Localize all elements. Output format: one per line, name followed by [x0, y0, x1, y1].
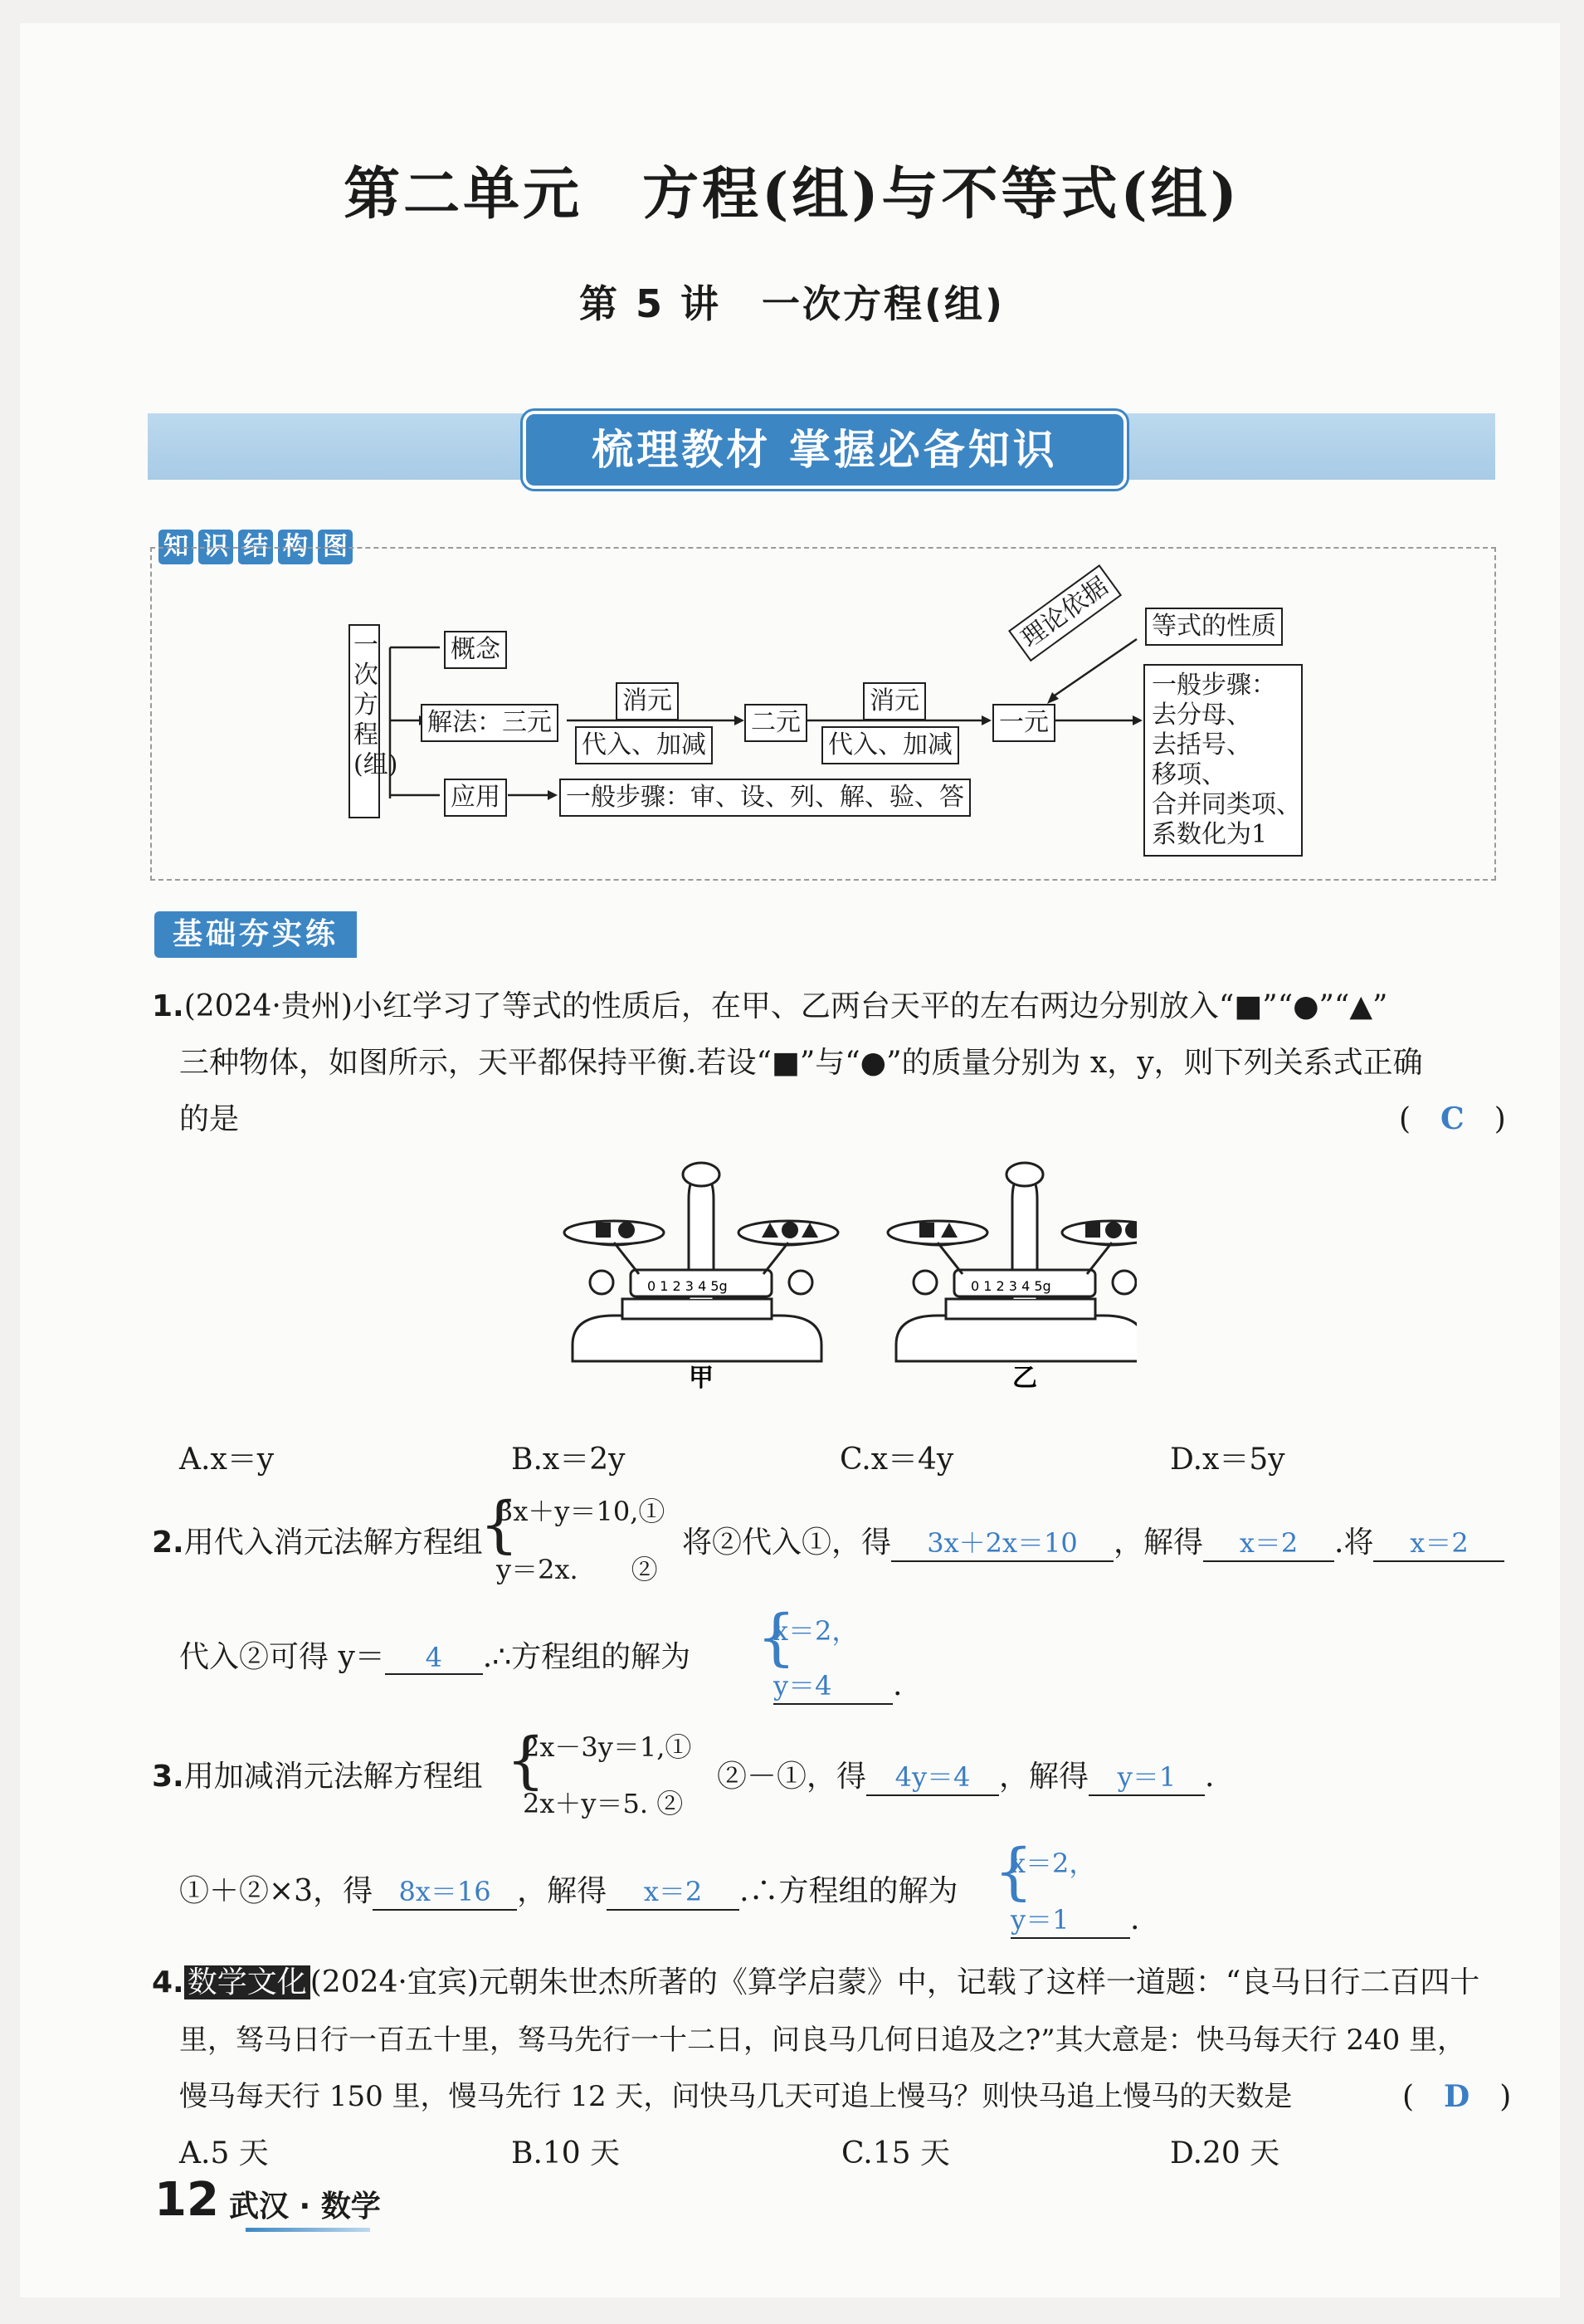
elimination-label-2: 消元 [863, 682, 926, 720]
q1-number: 1. [152, 989, 184, 1023]
q2-blank-1: 3x＋2x＝10 [891, 1522, 1114, 1562]
structure-connectors [0, 0, 1584, 913]
footer-title: 武汉 · 数学 [229, 2190, 381, 2224]
elimination-label-1: 消元 [616, 682, 679, 720]
q1-text-3: 的是 [179, 1102, 240, 1136]
scale-ticks-yi: 0 1 2 3 4 5g [971, 1278, 1051, 1294]
q2-blank-3: x＝2 [1373, 1522, 1504, 1562]
q3-brace: { [506, 1725, 546, 1796]
q1-option-d: D.x＝5y [1170, 1443, 1285, 1477]
root-node: 一次方程(组) [348, 624, 380, 818]
q1-option-c: C.x＝4y [840, 1443, 954, 1477]
q2-number: 2. [152, 1526, 184, 1560]
q4-option-a: A.5 天 [179, 2136, 269, 2170]
q2-mid2: ，解得 [1114, 1526, 1204, 1560]
steps-line: 合并同类项、 [1152, 790, 1301, 819]
solve-node: 解法：三元 [421, 704, 558, 742]
scale-label-jia: 甲 [689, 1364, 714, 1390]
q3-solution-1: x＝2， [1011, 1848, 1096, 1879]
section-banner: 梳理教材 掌握必备知识 [523, 411, 1127, 489]
q3-blank-2: y＝1 [1089, 1756, 1205, 1796]
tag-char: 知 [158, 529, 194, 565]
q3-solution-2: y＝1 [1011, 1899, 1130, 1939]
tag-char: 结 [237, 529, 274, 565]
tag-char: 图 [317, 529, 353, 565]
q2-solution-brace: { [757, 1602, 797, 1673]
q4-option-b: B.10 天 [511, 2136, 621, 2170]
q2-equation-2: y＝2x. ② [496, 1554, 658, 1585]
q2-solution-2: y＝4 [773, 1665, 893, 1705]
lecture-title: 第 5 讲 一次方程(组) [578, 281, 1006, 326]
q3-line2 [179, 1868, 958, 1911]
substitution-label-2: 代入、加减 [821, 726, 959, 764]
steps-line: 一般步骤： [1152, 671, 1276, 700]
q3-solution-brace: { [994, 1836, 1034, 1907]
scale-ticks-jia: 0 1 2 3 4 5g [647, 1278, 728, 1294]
q3-line2-mid: ，解得 [517, 1874, 607, 1908]
one-variable-node: 一元 [992, 704, 1055, 742]
q4-number: 4. [152, 1965, 184, 1999]
q3-blank-3: 8x＝16 [373, 1871, 517, 1911]
q4-culture-tag: 数学文化 [184, 1965, 310, 1999]
q3-number: 3. [152, 1760, 184, 1794]
q2-mid1: 将②代入①，得 [682, 1526, 892, 1560]
theory-basis-node: 理论依据 [1008, 564, 1122, 662]
q2-brace: { [480, 1489, 519, 1560]
application-steps-node: 一般步骤：审、设、列、解、验、答 [559, 779, 971, 817]
q1-text-1: (2024·贵州)小红学习了等式的性质后，在甲、乙两台天平的左右两边分别放入“■”“●”“▲” [183, 989, 1388, 1023]
steps-node [1143, 664, 1303, 857]
concept-node: 概念 [444, 631, 507, 669]
q1-answer-paren: ( C ) [1399, 1101, 1506, 1136]
tag-char: 构 [277, 529, 314, 565]
q2-line1 [152, 1519, 483, 1561]
q1-text-2: 三种物体，如图所示，天平都保持平衡.若设“■”与“●”的质量分别为 x，y，则下列关系式正确 [179, 1046, 1423, 1080]
steps-line: 去括号、 [1152, 730, 1251, 759]
two-variable-node: 二元 [744, 704, 807, 742]
q2-blank-2: x＝2 [1203, 1522, 1334, 1562]
page-number: 12 [154, 2173, 219, 2227]
q2-prefix: 用代入消元法解方程组 [183, 1526, 483, 1560]
q3-line2-prefix: ①＋②×3，得 [179, 1874, 373, 1908]
balance-scales-figure [539, 1150, 1137, 1390]
q2-line2-mid: .∴方程组的解为 [482, 1640, 691, 1674]
q3-end-period: . [1130, 1902, 1140, 1936]
tag-char: 识 [197, 529, 234, 565]
practice-tag: 基础夯实练 [154, 911, 357, 958]
q4-text-2: 里，驽马日行一百五十里，驽马先行一十二日，问良马几何日追及之?”其大意是：快马每天行 240 里， [179, 2024, 1466, 2057]
q2-equation-1: 3x＋y＝10,① [496, 1496, 665, 1527]
q3-mid2: ，解得 [999, 1760, 1089, 1794]
q3-blank-4: x＝2 [607, 1871, 739, 1911]
q2-blank-4: 4 [385, 1642, 483, 1675]
equality-property-node: 等式的性质 [1145, 608, 1283, 646]
steps-line: 系数化为1 [1152, 820, 1268, 849]
q4-option-d: D.20 天 [1170, 2136, 1280, 2170]
q1-option-a: A.x＝y [179, 1443, 275, 1477]
scale-jia [564, 1163, 838, 1361]
footer-underline [246, 2228, 370, 2232]
substitution-label-1: 代入、加减 [575, 726, 713, 764]
unit-title: 第二单元 方程(组)与不等式(组) [344, 161, 1240, 227]
q3-equation-1: 2x－3y＝1,① [523, 1731, 692, 1763]
scale-yi [888, 1163, 1137, 1361]
q1-option-b: B.x＝2y [511, 1443, 626, 1477]
q3-prefix: 用加减消元法解方程组 [183, 1760, 483, 1794]
q4-line1 [152, 1959, 1479, 2001]
q3-blank-1: 4y＝4 [866, 1756, 999, 1796]
q2-line1-rest [682, 1519, 1504, 1562]
q4-answer-paren: ( D ) [1402, 2079, 1512, 2114]
q3-line1-rest: ②－①，得 4y＝4 ，解得 y＝1 . [717, 1753, 1214, 1796]
application-node: 应用 [444, 779, 507, 817]
q4-answer: D [1444, 2079, 1470, 2114]
q1-line1 [152, 983, 1387, 1025]
scale-label-yi: 乙 [1012, 1364, 1037, 1390]
steps-line: 移项、 [1152, 760, 1226, 789]
q2-line2-prefix: 代入②可得 y＝ [179, 1640, 385, 1674]
q1-answer: C [1440, 1101, 1465, 1136]
q2-end-period: . [893, 1668, 903, 1702]
q3-line1 [152, 1753, 483, 1795]
q3-equation-2: 2x＋y＝5. ② [523, 1788, 684, 1819]
steps-line: 去分母、 [1152, 701, 1251, 730]
q4-text-1: (2024·宜宾)元朝朱世杰所著的《算学启蒙》中，记载了这样一道题：“良马日行二百四十 [309, 1965, 1480, 1999]
q4-option-c: C.15 天 [841, 2136, 950, 2170]
q3-line2-mid2: .∴方程组的解为 [739, 1874, 958, 1908]
q2-solution-1: x＝2， [773, 1615, 859, 1647]
q2-mid3: .将 [1334, 1526, 1374, 1560]
q4-text-3: 慢马每天行 150 里，慢马先行 12 天，问快马几天可追上慢马？则快马追上慢马的天数是 [179, 2080, 1293, 2113]
q2-line2 [179, 1633, 690, 1676]
q3-mid1: ②－①，得 [717, 1760, 867, 1794]
